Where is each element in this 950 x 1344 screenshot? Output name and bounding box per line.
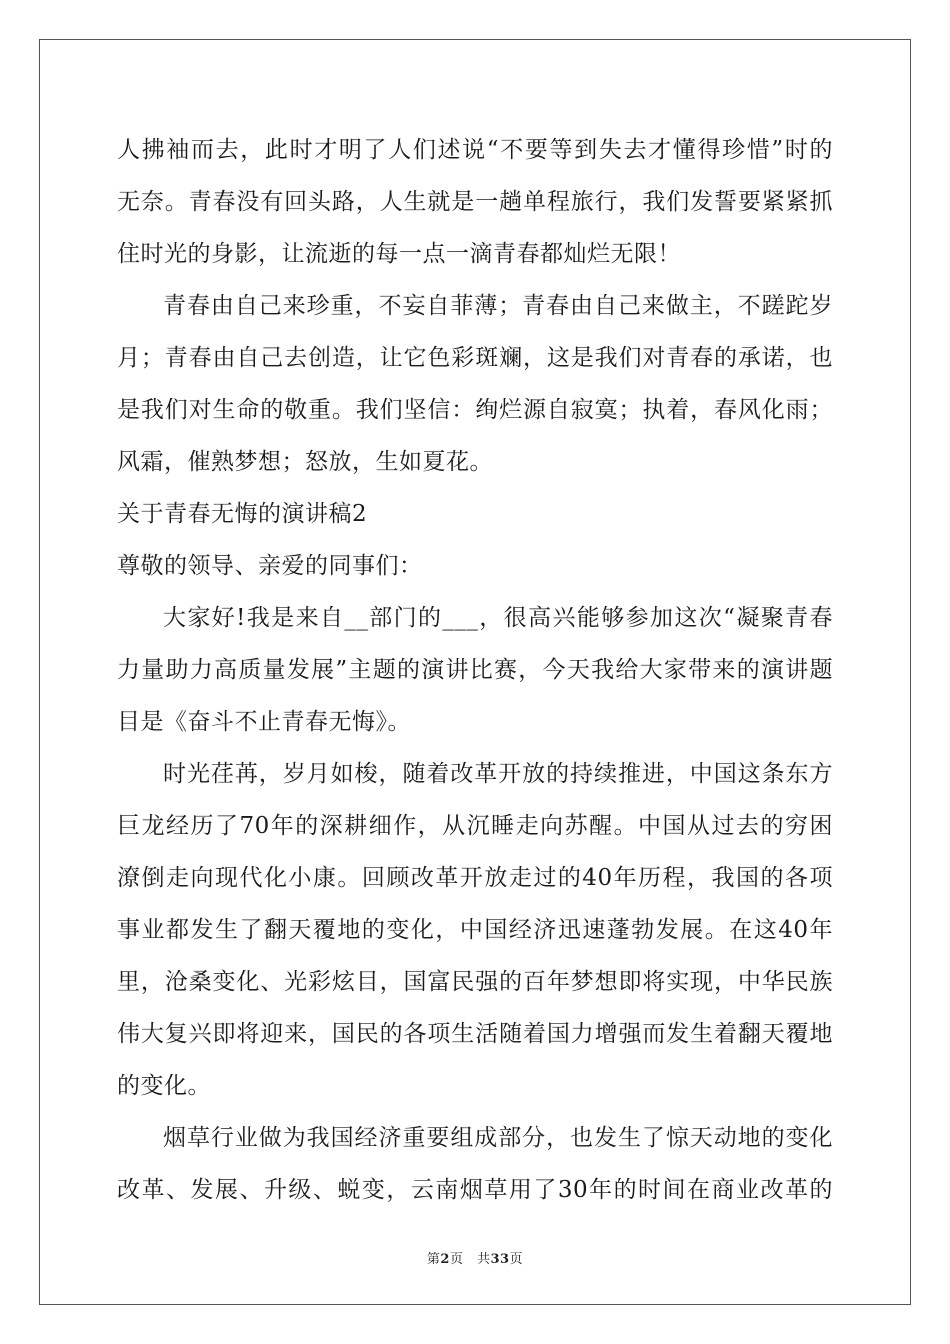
page-suffix: 页 (509, 1252, 524, 1267)
paragraph-line: 力量助力高质量发展”主题的演讲比赛，今天我给大家带来的演讲题 (117, 657, 833, 683)
document-body (117, 130, 833, 1222)
paragraph-line: 的变化。 (117, 1073, 211, 1099)
paragraph-line: 风霜，催熟梦想；怒放，生如夏花。 (117, 449, 493, 475)
paragraph-line: 烟草行业做为我国经济重要组成部分，也发生了惊天动地的变化 (163, 1125, 833, 1151)
page-total: 33 (490, 1252, 510, 1267)
paragraph-line: 潦倒走向现代化小康。回顾改革开放走过的40年历程，我国的各项 (117, 865, 833, 891)
paragraph-line: 青春由自己来珍重，不妄自菲薄；青春由自己来做主，不蹉跎岁 (163, 293, 833, 319)
paragraph-line: 目是《奋斗不止青春无悔》。 (117, 709, 411, 735)
paragraph-line: 伟大复兴即将迎来，国民的各项生活随着国力增强而发生着翻天覆地 (117, 1021, 833, 1047)
paragraph-line: 改革、发展、升级、蜕变，云南烟草用了30年的时间在商业改革的 (117, 1177, 833, 1203)
section-title: 关于青春无悔的演讲稿2 (117, 501, 368, 527)
paragraph-line: 人拂袖而去，此时才明了人们述说“不要等到失去才懂得珍惜”时的 (117, 137, 833, 163)
paragraph-line: 里，沧桑变化、光彩炫目，国富民强的百年梦想即将实现，中华民族 (117, 969, 833, 995)
paragraph-line: 巨龙经历了70年的深耕细作，从沉睡走向苏醒。中国从过去的穷困 (117, 813, 833, 839)
paragraph-line: 时光荏苒，岁月如梭，随着改革开放的持续推进，中国这条东方 (163, 761, 833, 787)
paragraph-line: 无奈。青春没有回头路，人生就是一趟单程旅行，我们发誓要紧紧抓 (117, 189, 833, 215)
page-mid: 页 共 (449, 1252, 491, 1267)
page-current: 2 (440, 1252, 450, 1267)
salutation: 尊敬的领导、亲爱的同事们： (117, 553, 423, 579)
paragraph-line: 事业都发生了翻天覆地的变化，中国经济迅速蓬勃发展。在这40年 (117, 917, 833, 943)
page-footer (0, 1248, 950, 1267)
paragraph-line: 住时光的身影，让流逝的每一点一滴青春都灿烂无限！ (117, 241, 681, 267)
paragraph-line: 是我们对生命的敬重。我们坚信：绚烂源自寂寞；执着，春风化雨； (117, 397, 833, 423)
paragraph-line: 大家好!我是来自__部门的___，很高兴能够参加这次“凝聚青春 (163, 605, 833, 631)
paragraph-line: 月；青春由自己去创造，让它色彩斑斓，这是我们对青春的承诺，也 (117, 345, 833, 371)
page-prefix: 第 (426, 1252, 441, 1267)
